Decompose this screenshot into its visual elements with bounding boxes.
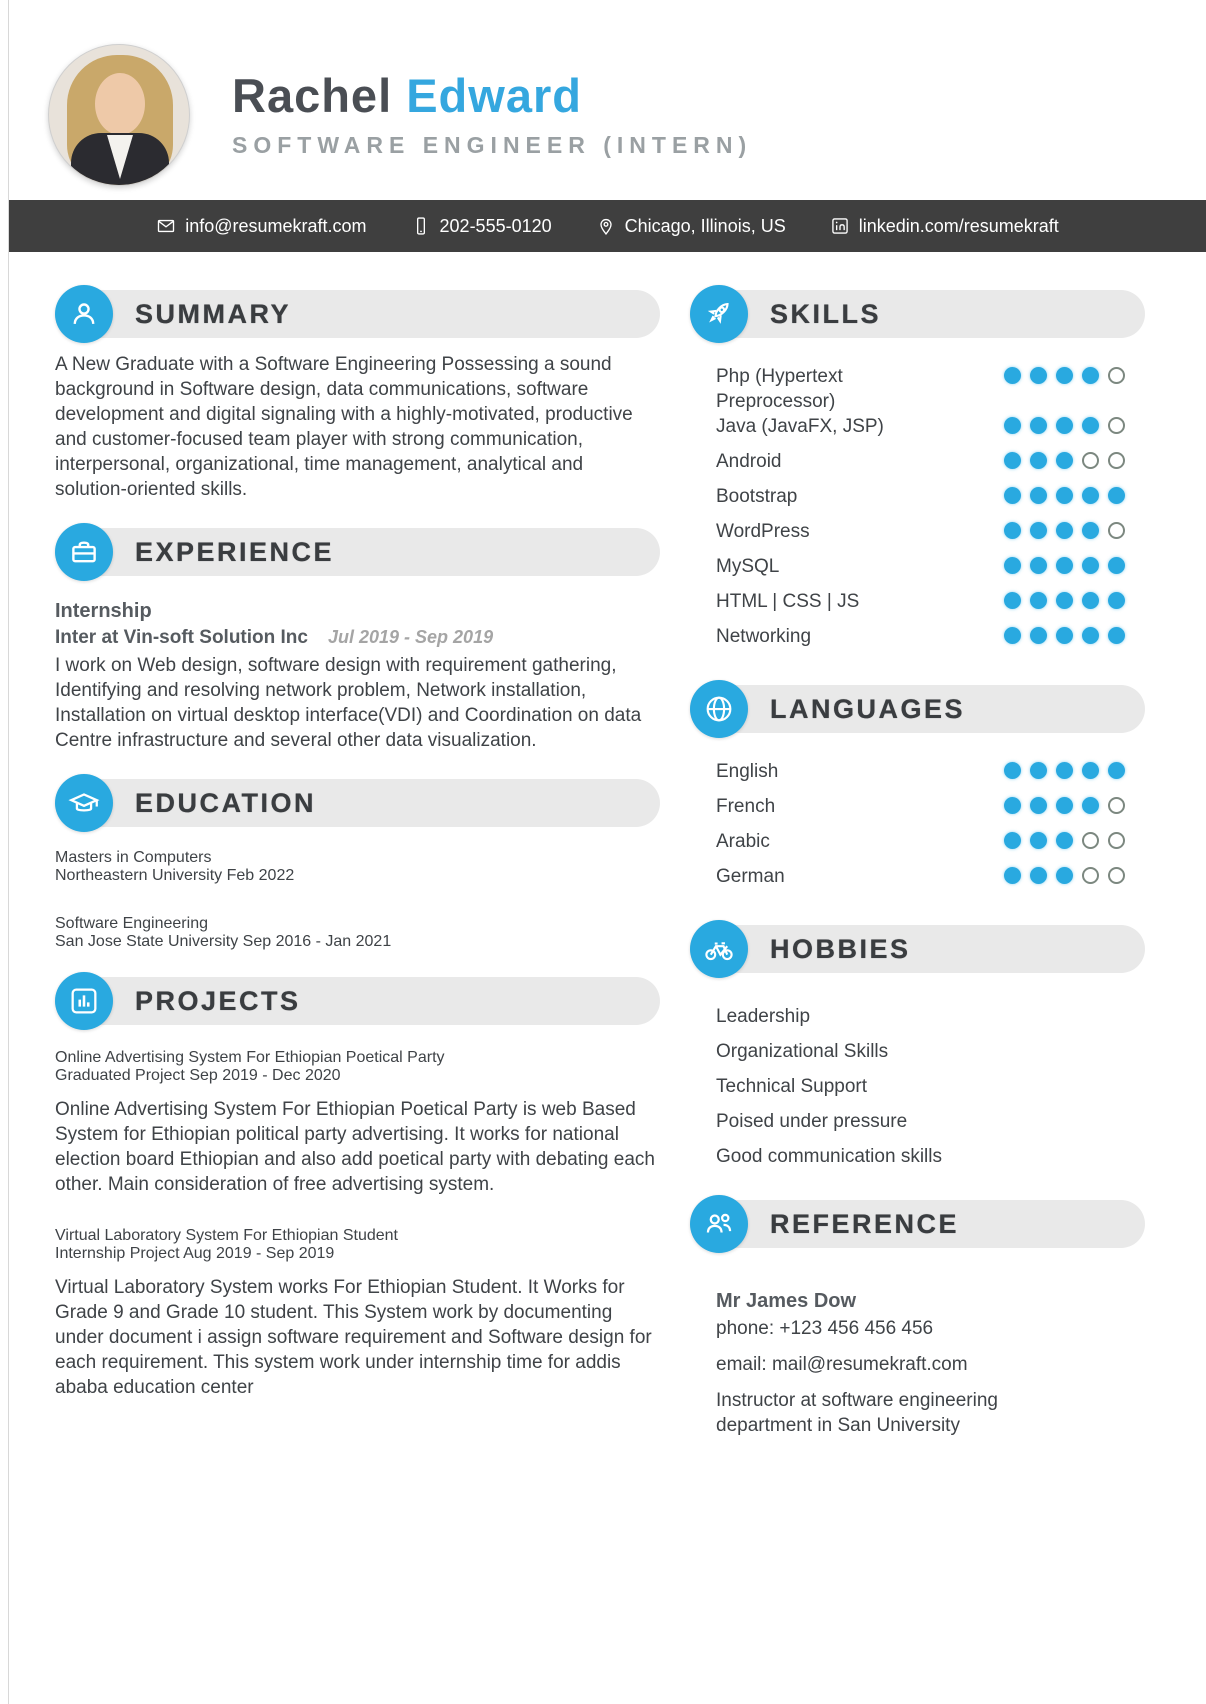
rating-dot-filled bbox=[1004, 417, 1021, 434]
skill-row bbox=[716, 414, 1125, 449]
rating-dot-filled bbox=[1108, 627, 1125, 644]
rating-dot-filled bbox=[1108, 592, 1125, 609]
education-school: Northeastern University bbox=[55, 867, 223, 884]
skill-name: Java (JavaFX, JSP) bbox=[716, 416, 884, 437]
rating-dot-filled bbox=[1004, 797, 1021, 814]
skill-name: HTML | CSS | JS bbox=[716, 591, 860, 612]
rating-dot-filled bbox=[1004, 557, 1021, 574]
rating-dot-filled bbox=[1056, 452, 1073, 469]
education-banner bbox=[55, 779, 660, 827]
skill-rating-dots bbox=[1004, 522, 1125, 539]
skill-rating-dots bbox=[1004, 367, 1125, 384]
first-name: Rachel bbox=[232, 68, 393, 122]
rating-dot-filled bbox=[1030, 487, 1047, 504]
rating-dot-filled bbox=[1004, 627, 1021, 644]
rating-dot-filled bbox=[1004, 452, 1021, 469]
rating-dot-filled bbox=[1082, 522, 1099, 539]
rating-dot-filled bbox=[1056, 487, 1073, 504]
last-name: Edward bbox=[406, 68, 582, 122]
reference-heading: REFERENCE bbox=[770, 1208, 960, 1239]
section-projects bbox=[55, 977, 660, 1400]
skill-row bbox=[716, 589, 1125, 624]
rating-dot-filled bbox=[1030, 522, 1047, 539]
rating-dot-filled bbox=[1030, 417, 1047, 434]
reference-phone: phone: +123 456 456 456 bbox=[716, 1318, 934, 1339]
rating-dot-filled bbox=[1082, 627, 1099, 644]
education-dates: Feb 2022 bbox=[226, 867, 295, 884]
experience-entry bbox=[55, 598, 660, 753]
rating-dot-filled bbox=[1056, 367, 1073, 384]
skill-rating-dots bbox=[1004, 487, 1125, 504]
contact-location bbox=[596, 216, 786, 237]
reference-block bbox=[690, 1262, 1145, 1438]
rating-dot-filled bbox=[1082, 762, 1099, 779]
resume-body bbox=[0, 252, 1206, 1464]
rating-dot-empty bbox=[1108, 367, 1125, 384]
map-pin-icon bbox=[596, 216, 616, 236]
skill-rating-dots bbox=[1004, 417, 1125, 434]
skills-banner bbox=[690, 290, 1145, 338]
education-item bbox=[55, 849, 660, 885]
contact-phone-text: 202-555-0120 bbox=[439, 215, 552, 236]
languages-banner bbox=[690, 685, 1145, 733]
rating-dot-filled bbox=[1004, 367, 1021, 384]
rating-dot-filled bbox=[1082, 487, 1099, 504]
hobby-item: Organizational Skills bbox=[716, 1041, 889, 1062]
language-name: English bbox=[716, 761, 779, 782]
experience-banner bbox=[55, 528, 660, 576]
mobile-icon bbox=[411, 216, 431, 236]
section-education bbox=[55, 779, 660, 951]
education-degree: Software Engineering bbox=[55, 915, 208, 932]
skill-rating-dots bbox=[1004, 627, 1125, 644]
rating-dot-empty bbox=[1108, 522, 1125, 539]
skill-row bbox=[716, 624, 1125, 659]
rating-dot-filled bbox=[1056, 832, 1073, 849]
language-rating-dots bbox=[1004, 867, 1125, 884]
rating-dot-filled bbox=[1030, 832, 1047, 849]
rating-dot-filled bbox=[1030, 867, 1047, 884]
rating-dot-filled bbox=[1056, 592, 1073, 609]
linkedin-icon bbox=[830, 216, 850, 236]
language-row bbox=[716, 829, 1125, 864]
section-summary bbox=[55, 290, 660, 502]
project-title: Virtual Laboratory System For Ethiopian Student bbox=[55, 1227, 398, 1244]
language-row bbox=[716, 864, 1125, 899]
skill-name: Networking bbox=[716, 626, 812, 647]
contact-email bbox=[156, 216, 366, 237]
hobby-item: Poised under pressure bbox=[716, 1111, 908, 1132]
project-description: Virtual Laboratory System works For Ethiopian Student. It Works for Grade 9 and Grade 10 student. This System work by documenting under document i assign software requirement and Software design for each requirement. This system work under internship time for addis ababa education center bbox=[55, 1277, 652, 1398]
skill-name: Bootstrap bbox=[716, 486, 798, 507]
profile-photo bbox=[48, 44, 190, 186]
rating-dot-empty bbox=[1082, 452, 1099, 469]
skill-name: MySQL bbox=[716, 556, 780, 577]
projects-banner bbox=[55, 977, 660, 1025]
language-name: French bbox=[716, 796, 776, 817]
bicycle-icon bbox=[690, 920, 748, 978]
rating-dot-filled bbox=[1004, 522, 1021, 539]
skill-name: Php (Hypertext Preprocessor) bbox=[716, 366, 843, 412]
globe-icon bbox=[690, 680, 748, 738]
contact-location-text: Chicago, Illinois, US bbox=[624, 215, 786, 236]
section-hobbies bbox=[690, 925, 1145, 1174]
contact-bar bbox=[9, 200, 1206, 252]
rating-dot-filled bbox=[1056, 797, 1073, 814]
skill-row bbox=[716, 484, 1125, 519]
rating-dot-filled bbox=[1030, 797, 1047, 814]
rating-dot-filled bbox=[1004, 487, 1021, 504]
experience-role: Internship bbox=[55, 600, 152, 622]
language-rating-dots bbox=[1004, 762, 1125, 779]
rating-dot-filled bbox=[1056, 867, 1073, 884]
project-item bbox=[55, 1227, 660, 1400]
rating-dot-filled bbox=[1056, 522, 1073, 539]
rating-dot-filled bbox=[1004, 867, 1021, 884]
rating-dot-filled bbox=[1004, 832, 1021, 849]
rating-dot-filled bbox=[1056, 762, 1073, 779]
summary-heading: SUMMARY bbox=[135, 298, 291, 329]
project-dates: Aug 2019 - Sep 2019 bbox=[183, 1245, 335, 1262]
hobbies-banner bbox=[690, 925, 1145, 973]
page-edge-line bbox=[8, 0, 9, 1704]
briefcase-icon bbox=[55, 523, 113, 581]
reference-banner bbox=[690, 1200, 1145, 1248]
skill-row bbox=[716, 554, 1125, 589]
user-icon bbox=[55, 285, 113, 343]
skill-name: Android bbox=[716, 451, 782, 472]
hobby-item: Leadership bbox=[716, 1006, 811, 1027]
contact-linkedin bbox=[830, 216, 1059, 237]
project-type: Internship Project bbox=[55, 1245, 180, 1262]
hobby-item: Technical Support bbox=[716, 1076, 868, 1097]
language-row bbox=[716, 759, 1125, 794]
rating-dot-filled bbox=[1030, 557, 1047, 574]
section-reference bbox=[690, 1200, 1145, 1438]
contact-phone bbox=[411, 216, 552, 237]
section-languages bbox=[690, 685, 1145, 899]
skills-list bbox=[690, 352, 1145, 659]
experience-description: I work on Web design, software design with requirement gathering, Identifying and resolving network problem, Network installation, Installation on virtual desktop interface(VDI) and Coordination on data Centre infrastructure and several other data visualization. bbox=[55, 655, 642, 751]
reference-email: email: mail@resumekraft.com bbox=[716, 1354, 968, 1375]
rating-dot-filled bbox=[1056, 417, 1073, 434]
skill-row bbox=[716, 519, 1125, 554]
language-name: German bbox=[716, 866, 785, 887]
education-item bbox=[55, 915, 660, 951]
graduation-cap-icon bbox=[55, 774, 113, 832]
education-school: San Jose State University bbox=[55, 933, 239, 950]
language-rating-dots bbox=[1004, 797, 1125, 814]
project-dates: Sep 2019 - Dec 2020 bbox=[189, 1067, 341, 1084]
right-column bbox=[690, 290, 1145, 1464]
left-column bbox=[55, 290, 660, 1464]
summary-text: A New Graduate with a Software Engineering Possessing a sound background in Software design, data communications, software development and digital signaling with a highly-motivated, productive and customer-focused team player with strong communication, interpersonal, organizational, time management, analytical and solution-oriented skills. bbox=[55, 354, 633, 500]
rating-dot-filled bbox=[1082, 797, 1099, 814]
language-name: Arabic bbox=[716, 831, 770, 852]
languages-list bbox=[690, 747, 1145, 899]
rating-dot-empty bbox=[1108, 832, 1125, 849]
rating-dot-filled bbox=[1082, 417, 1099, 434]
rating-dot-empty bbox=[1108, 797, 1125, 814]
rating-dot-filled bbox=[1030, 367, 1047, 384]
reference-note: Instructor at software engineering department in San University bbox=[716, 1390, 998, 1436]
experience-company: Inter at Vin-soft Solution Inc bbox=[55, 627, 308, 648]
rating-dot-filled bbox=[1030, 452, 1047, 469]
rating-dot-filled bbox=[1108, 762, 1125, 779]
skill-rating-dots bbox=[1004, 452, 1125, 469]
project-type: Graduated Project bbox=[55, 1067, 185, 1084]
projects-heading: PROJECTS bbox=[135, 985, 301, 1016]
rating-dot-filled bbox=[1004, 592, 1021, 609]
languages-heading: LANGUAGES bbox=[770, 693, 966, 724]
people-icon bbox=[690, 1195, 748, 1253]
rating-dot-filled bbox=[1030, 592, 1047, 609]
reference-name: Mr James Dow bbox=[716, 1290, 857, 1312]
language-rating-dots bbox=[1004, 832, 1125, 849]
rating-dot-empty bbox=[1108, 867, 1125, 884]
section-skills bbox=[690, 290, 1145, 659]
experience-dates: Jul 2019 - Sep 2019 bbox=[327, 627, 494, 647]
project-item bbox=[55, 1049, 660, 1197]
resume-header bbox=[0, 0, 1206, 200]
skill-row bbox=[716, 364, 1125, 414]
candidate-name bbox=[232, 68, 752, 122]
skill-rating-dots bbox=[1004, 557, 1125, 574]
rating-dot-filled bbox=[1082, 557, 1099, 574]
skill-rating-dots bbox=[1004, 592, 1125, 609]
contact-linkedin-text: linkedin.com/resumekraft bbox=[858, 215, 1059, 236]
name-block bbox=[232, 68, 753, 159]
section-experience bbox=[55, 528, 660, 753]
rating-dot-filled bbox=[1108, 557, 1125, 574]
hobbies-heading: HOBBIES bbox=[770, 933, 911, 964]
summary-banner bbox=[55, 290, 660, 338]
hobbies-list bbox=[690, 987, 1145, 1174]
bar-chart-icon bbox=[55, 972, 113, 1030]
project-title: Online Advertising System For Ethiopian Poetical Party bbox=[55, 1049, 445, 1066]
rating-dot-filled bbox=[1030, 627, 1047, 644]
rating-dot-filled bbox=[1108, 487, 1125, 504]
rating-dot-filled bbox=[1004, 762, 1021, 779]
rating-dot-empty bbox=[1082, 832, 1099, 849]
rating-dot-filled bbox=[1082, 367, 1099, 384]
job-title: SOFTWARE ENGINEER (INTERN) bbox=[232, 132, 753, 159]
skills-heading: SKILLS bbox=[770, 298, 882, 329]
rating-dot-filled bbox=[1056, 557, 1073, 574]
skill-name: WordPress bbox=[716, 521, 810, 542]
skill-row bbox=[716, 449, 1125, 484]
contact-email-text: info@resumekraft.com bbox=[185, 215, 367, 236]
education-heading: EDUCATION bbox=[135, 787, 316, 818]
language-row bbox=[716, 794, 1125, 829]
project-description: Online Advertising System For Ethiopian Poetical Party is web Based System for Ethiopian political party advertising. It works for national election board Ethiopian and also add poetical party with debating each other. Main consideration of free advertising system. bbox=[55, 1099, 655, 1195]
rating-dot-empty bbox=[1108, 417, 1125, 434]
rating-dot-empty bbox=[1108, 452, 1125, 469]
hobby-item: Good communication skills bbox=[716, 1146, 942, 1167]
experience-heading: EXPERIENCE bbox=[135, 536, 335, 567]
rating-dot-filled bbox=[1030, 762, 1047, 779]
rating-dot-empty bbox=[1082, 867, 1099, 884]
rating-dot-filled bbox=[1056, 627, 1073, 644]
education-dates: Sep 2016 - Jan 2021 bbox=[242, 933, 392, 950]
rating-dot-filled bbox=[1082, 592, 1099, 609]
rocket-icon bbox=[690, 285, 748, 343]
education-degree: Masters in Computers bbox=[55, 849, 212, 866]
envelope-icon bbox=[156, 216, 176, 236]
